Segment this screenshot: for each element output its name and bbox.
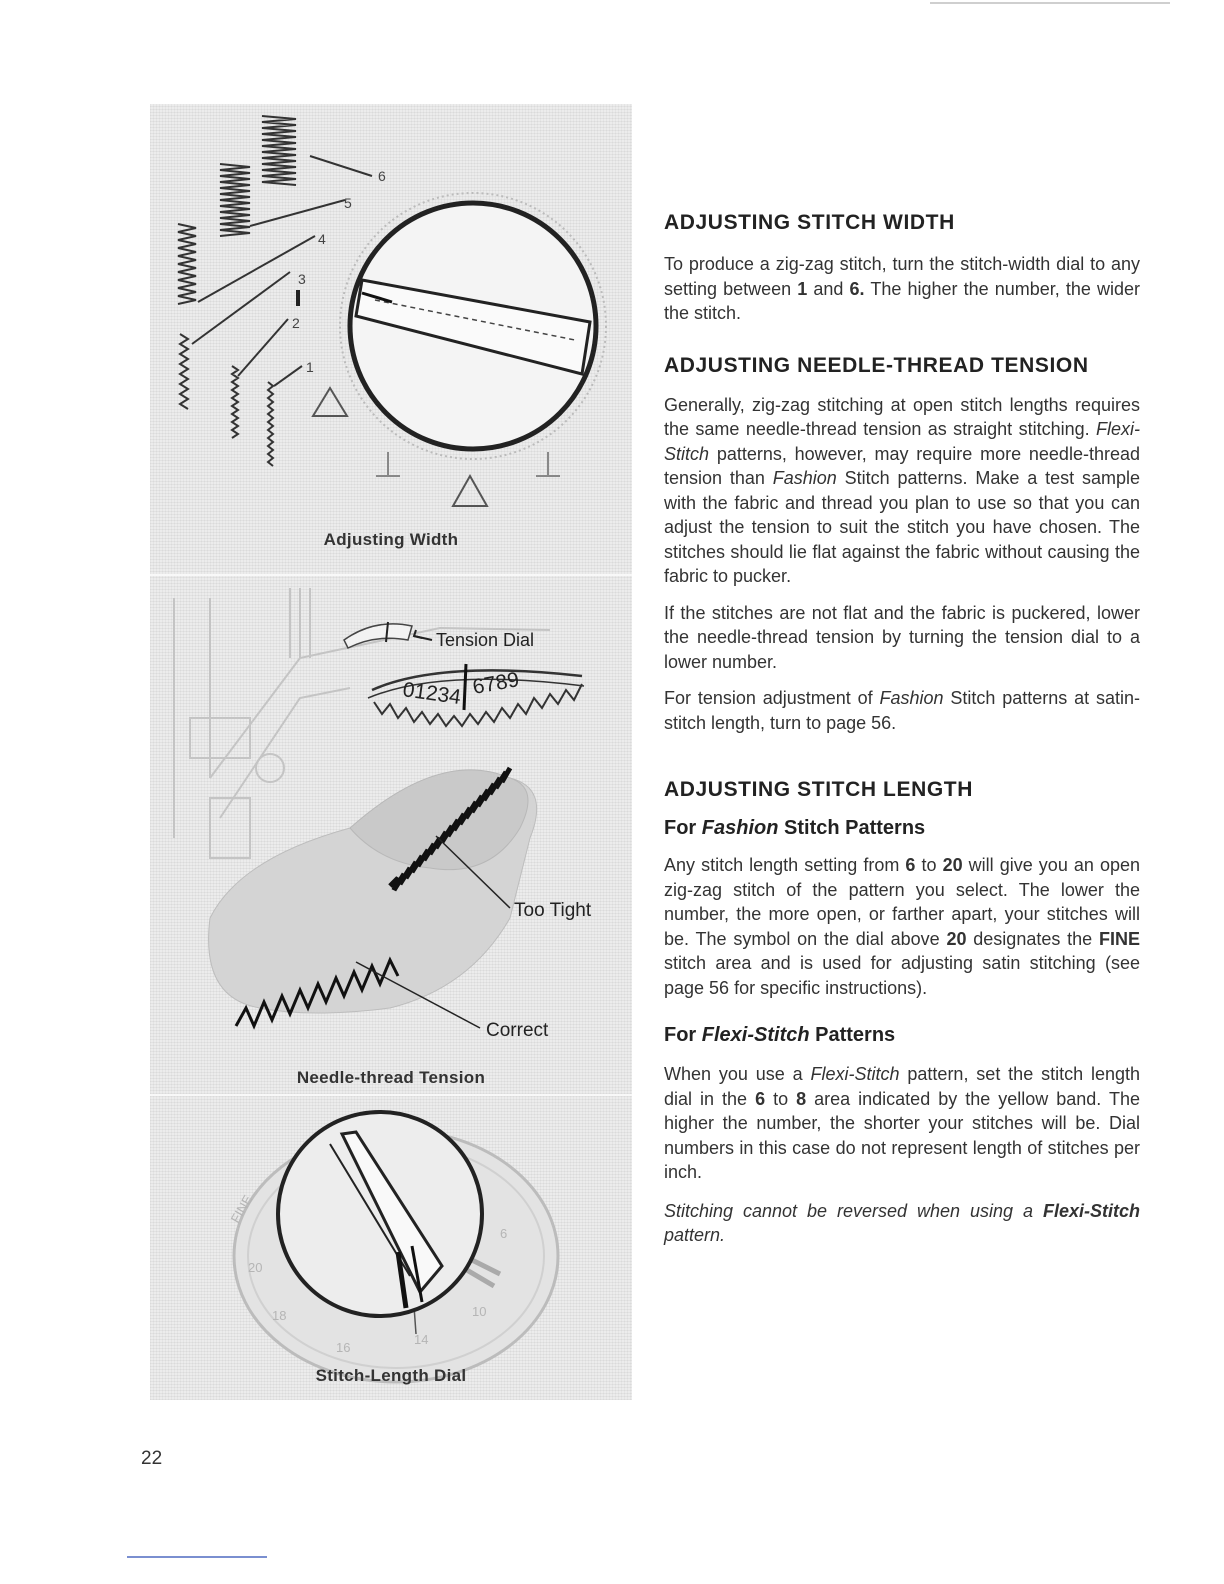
tension-diagram: [150, 578, 632, 1086]
length-caption: Stitch-Length Dial: [315, 1366, 467, 1385]
heading-stitch-width: ADJUSTING STITCH WIDTH: [664, 211, 955, 234]
reverse-note: Stitching cannot be reversed when using a Flexi-Stitch pattern.: [664, 1200, 1140, 1245]
length-number: 10: [472, 1304, 487, 1319]
page-number: 22: [141, 1448, 163, 1469]
length-number: 16: [336, 1340, 351, 1355]
zigzag-sample: [180, 334, 188, 409]
width-number: 1: [306, 359, 314, 375]
illustration-panel: [150, 104, 632, 1400]
tension-paragraph-2: If the stitches are not flat and the fabric is puckered, lower the needle-thread tension by turning the tension dial to a lower number.: [664, 602, 1140, 672]
width-number: 2: [292, 315, 300, 331]
width-paragraph: To produce a zig-zag stitch, turn the stitch-width dial to any setting between 1 and 6. The higher the number, the wider the stitch.: [664, 254, 1140, 323]
tension-scale-end: 6789: [470, 668, 521, 699]
zigzag-sample: [232, 366, 238, 438]
fine-label: FINE: [227, 1192, 256, 1226]
width-number: 6: [378, 168, 386, 184]
width-number: 3: [298, 271, 306, 287]
zigzag-sample: [178, 224, 196, 304]
tension-scale-start: 01234: [401, 678, 463, 710]
small-tension-dial: [344, 624, 412, 648]
width-figure: [150, 104, 632, 564]
width-number: 5: [344, 195, 352, 211]
triangle-marker: [313, 388, 347, 416]
tension-caption: Needle-thread Tension: [296, 1068, 486, 1087]
heading-stitch-length: ADJUSTING STITCH LENGTH: [664, 778, 973, 801]
bottom-rule: [127, 1556, 267, 1558]
zigzag-sample: [262, 116, 296, 185]
zigzag-sample: [220, 164, 250, 236]
text-column: [664, 210, 1140, 1248]
length-number: 20: [248, 1260, 263, 1275]
length-number: 14: [414, 1332, 429, 1347]
length-figure: [150, 1098, 632, 1400]
zigzag-sample: [268, 382, 273, 466]
length-diagram: [150, 1098, 632, 1398]
tension-paragraph-3: For tension adjustment of Fashion Stitch patterns at satin-stitch length, turn to page 56.: [664, 688, 1140, 733]
pointer-lines: [192, 156, 372, 386]
width-number: 4: [318, 231, 326, 247]
tension-indicator: [464, 664, 466, 710]
triangle-marker: [453, 476, 487, 506]
heading-needle-thread-tension: ADJUSTING NEEDLE-THREAD TENSION: [664, 353, 1089, 377]
too-tight-label: Too Tight: [514, 900, 592, 921]
tension-paragraph-1: Generally, zig-zag stitching at open stitch lengths requires the same needle-thread tension as straight stitching. Flexi-Stitch patterns, however, may require more needle-thread tension than Fashion Stitch patterns. Make a test sample with the fabric and thread you plan to use so that you can adjust the tension to suit the stitch you have chosen. The stitches should lie flat against the fabric without causing the fabric to pucker.: [664, 394, 1140, 586]
top-rule: [930, 2, 1170, 4]
fashion-paragraph: Any stitch length setting from 6 to 20 will give you an open zig-zag stitch of the pattern you select. The lower the number, the more open, or farther apart, your stitches will be. The symbol on the dial above 20 designates the FINE stitch area and is used for adjusting satin stitching (see page 56 for specific instructions).: [664, 855, 1141, 998]
width-diagram: [150, 104, 632, 564]
zigzag-samples: [178, 116, 296, 466]
width-caption: Adjusting Width: [323, 530, 459, 549]
correct-label: Correct: [486, 1020, 549, 1041]
length-number: 6: [500, 1226, 508, 1241]
flexi-paragraph: When you use a Flexi-Stitch pattern, set the stitch length dial in the 6 to 8 area indicated by the yellow band. The higher the number, the shorter your stitches will be. Dial numbers in this case do not represent length of stitches per inch.: [664, 1064, 1141, 1182]
length-number: 18: [272, 1308, 287, 1323]
subheading-flexi-stitch: For Flexi-Stitch Patterns: [664, 1024, 896, 1046]
tension-dial-label: Tension Dial: [436, 630, 535, 650]
subheading-fashion-stitch: For Fashion Stitch Patterns: [664, 817, 926, 839]
tension-figure: [150, 578, 632, 1086]
